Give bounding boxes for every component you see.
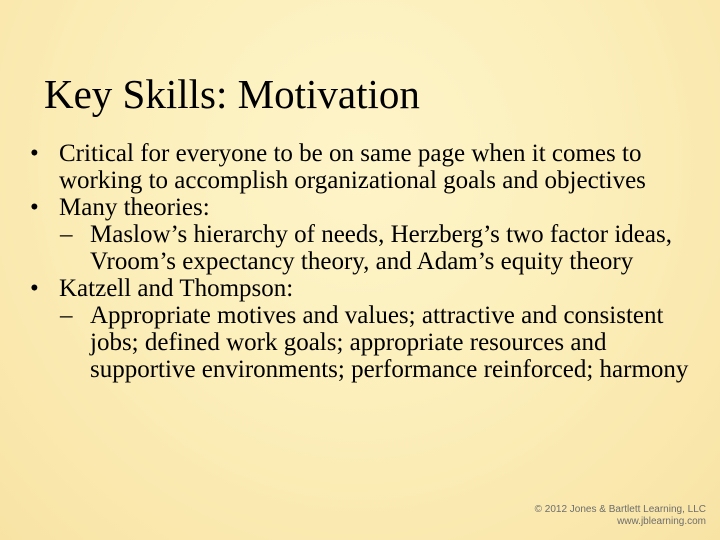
bullet-text: Critical for everyone to be on same page when it comes to working to accomplish organizational goals and objectives (59, 140, 646, 194)
bullet-text: Many theories: (59, 194, 210, 221)
sub-bullet-list (30, 302, 690, 383)
bullet-marker: • (30, 140, 39, 167)
bullet-marker: • (30, 275, 39, 302)
bullet-item (30, 275, 690, 302)
sub-bullet-list (30, 221, 690, 275)
bullet-item (30, 194, 690, 221)
bullet-marker: • (30, 194, 39, 221)
sub-bullet-text: Maslow’s hierarchy of needs, Herzberg’s two factor ideas, Vroom’s expectancy theory, and Adam’s equity theory (90, 221, 672, 275)
sub-bullet-marker: – (60, 302, 73, 329)
bullet-list (30, 140, 690, 383)
copyright-footer (535, 504, 706, 528)
website-text: www.jblearning.com (617, 516, 706, 527)
sub-bullet-item (30, 302, 690, 383)
copyright-text: © 2012 Jones & Bartlett Learning, LLC (534, 504, 706, 515)
sub-bullet-text: Appropriate motives and values; attractive and consistent jobs; defined work goals; appropriate resources and supportive environments; performance reinforced; harmony (90, 302, 689, 383)
sub-bullet-item (30, 221, 690, 275)
sub-bullet-marker: – (60, 221, 73, 248)
slide-title: Key Skills: Motivation (44, 71, 420, 117)
bullet-text: Katzell and Thompson: (59, 275, 294, 302)
bullet-item (30, 140, 690, 194)
